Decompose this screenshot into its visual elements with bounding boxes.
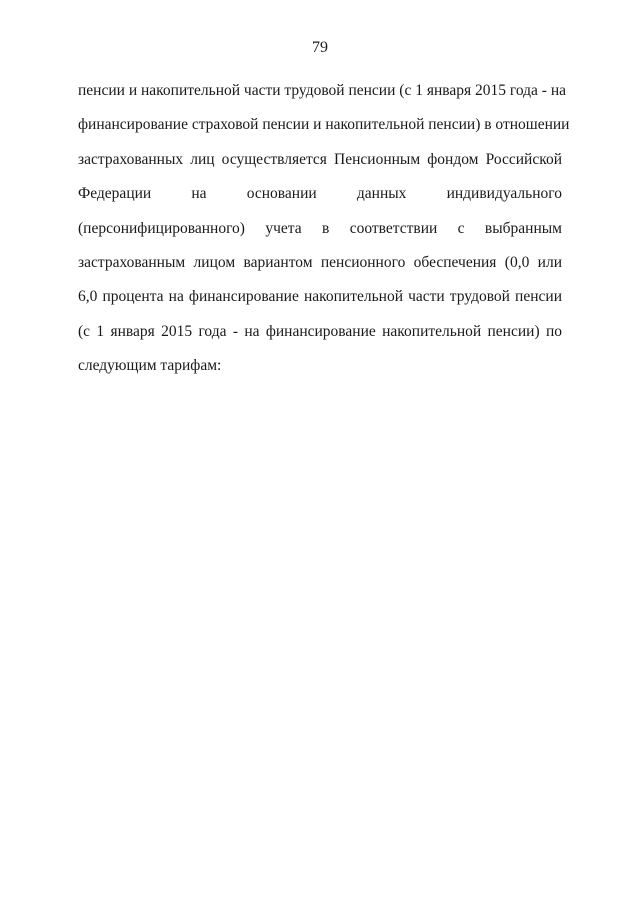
text-line: застрахованных лиц осуществляется Пенсионным фондом Российской	[78, 150, 562, 168]
text-line: пенсии и накопительной части трудовой пенсии (с 1 января 2015 года - на	[78, 82, 566, 99]
text-line: 6,0 процента на финансирование накопительной части трудовой пенсии	[78, 288, 562, 306]
text-line: (персонифицированного) учета в соответствии с выбранным	[78, 219, 562, 237]
text-line: следующим тарифам:	[78, 357, 222, 375]
text-line: (с 1 января 2015 года - на финансирование накопительной пенсии) по	[78, 322, 562, 340]
text-line: Федерации на основании данных индивидуального	[78, 185, 562, 203]
text-line: застрахованным лицом вариантом пенсионного обеспечения (0,0 или	[78, 253, 562, 271]
body-paragraph	[78, 74, 570, 384]
page-number: 79	[312, 39, 328, 56]
text-line: финансирование страховой пенсии и накопительной пенсии) в отношении	[78, 116, 570, 134]
